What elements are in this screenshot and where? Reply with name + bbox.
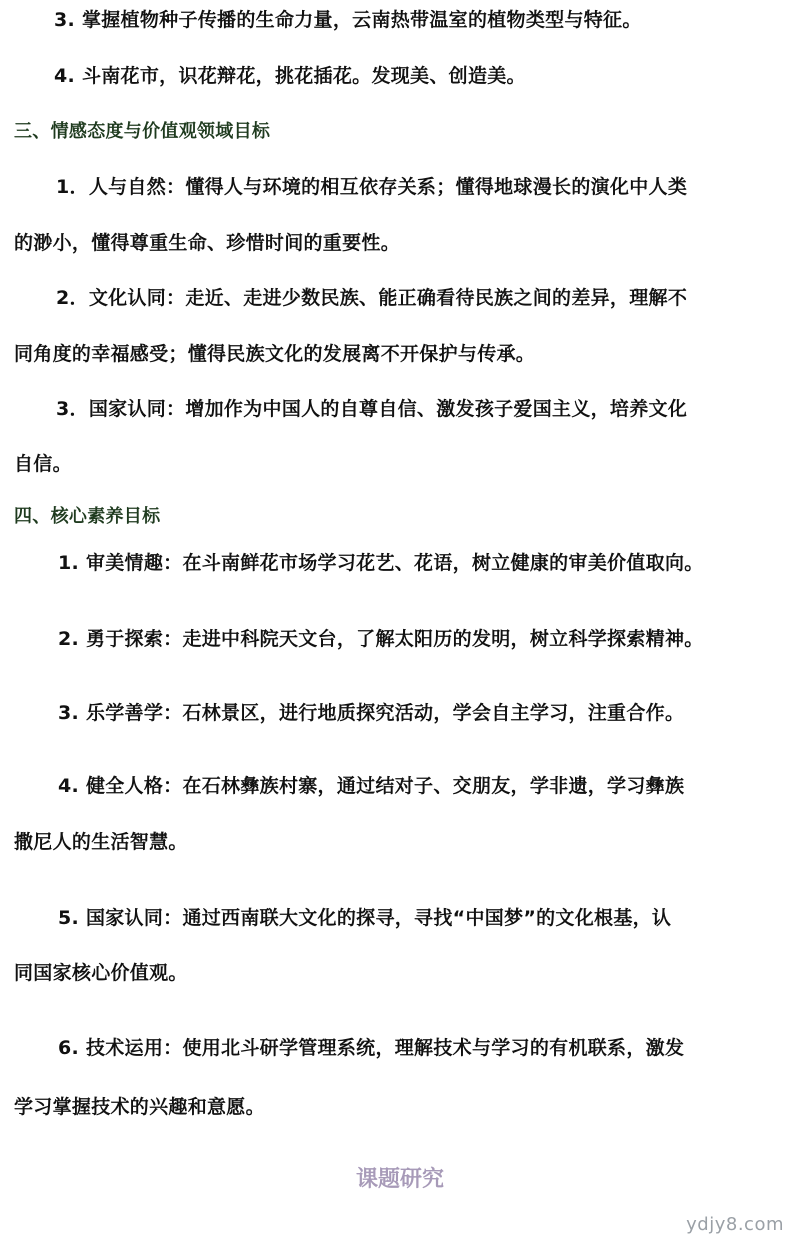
body-text-line: 学习掌握技术的兴趣和意愿。 (14, 1096, 265, 1118)
body-text-line: 3. 掌握植物种子传播的生命力量，云南热带温室的植物类型与特征。 (54, 9, 642, 31)
body-text-line: 3．国家认同：增加作为中国人的自尊自信、激发孩子爱国主义，培养文化 (56, 398, 688, 420)
body-text-line: 4. 健全人格：在石林彝族村寨，通过结对子、交朋友，学非遗，学习彝族 (58, 775, 685, 797)
body-text-line: 同国家核心价值观。 (14, 962, 188, 984)
section-heading: 四、核心素养目标 (14, 506, 161, 527)
body-text-line: 3. 乐学善学：石林景区，进行地质探究活动，学会自主学习，注重合作。 (58, 702, 685, 724)
footer-section-title: 课题研究 (355, 1167, 444, 1192)
body-text-line: 2. 勇于探索：走进中科院天文台，了解太阳历的发明，树立科学探索精神。 (58, 628, 704, 650)
body-text-line: 5. 国家认同：通过西南联大文化的探寻，寻找“中国梦”的文化根基，认 (58, 907, 672, 929)
section-heading: 三、情感态度与价值观领域目标 (14, 121, 271, 142)
body-text-line: 2．文化认同：走近、走进少数民族、能正确看待民族之间的差异，理解不 (56, 287, 688, 309)
body-text-line: 4. 斗南花市，识花辩花，挑花插花。发现美、创造美。 (54, 65, 526, 87)
body-text-line: 自信。 (14, 453, 72, 475)
body-text-line: 1．人与自然：懂得人与环境的相互依存关系；懂得地球漫长的演化中人类 (56, 176, 688, 198)
watermark-text: ydjy8.com (686, 1214, 784, 1235)
body-text-line: 6. 技术运用：使用北斗研学管理系统，理解技术与学习的有机联系，激发 (58, 1037, 685, 1059)
body-text-line: 1. 审美情趣：在斗南鲜花市场学习花艺、花语，树立健康的审美价值取向。 (58, 552, 704, 574)
body-text-line: 的渺小，懂得尊重生命、珍惜时间的重要性。 (14, 232, 401, 254)
body-text-line: 同角度的幸福感受；懂得民族文化的发展离不开保护与传承。 (14, 343, 536, 365)
body-text-line: 撒尼人的生活智慧。 (14, 831, 188, 853)
